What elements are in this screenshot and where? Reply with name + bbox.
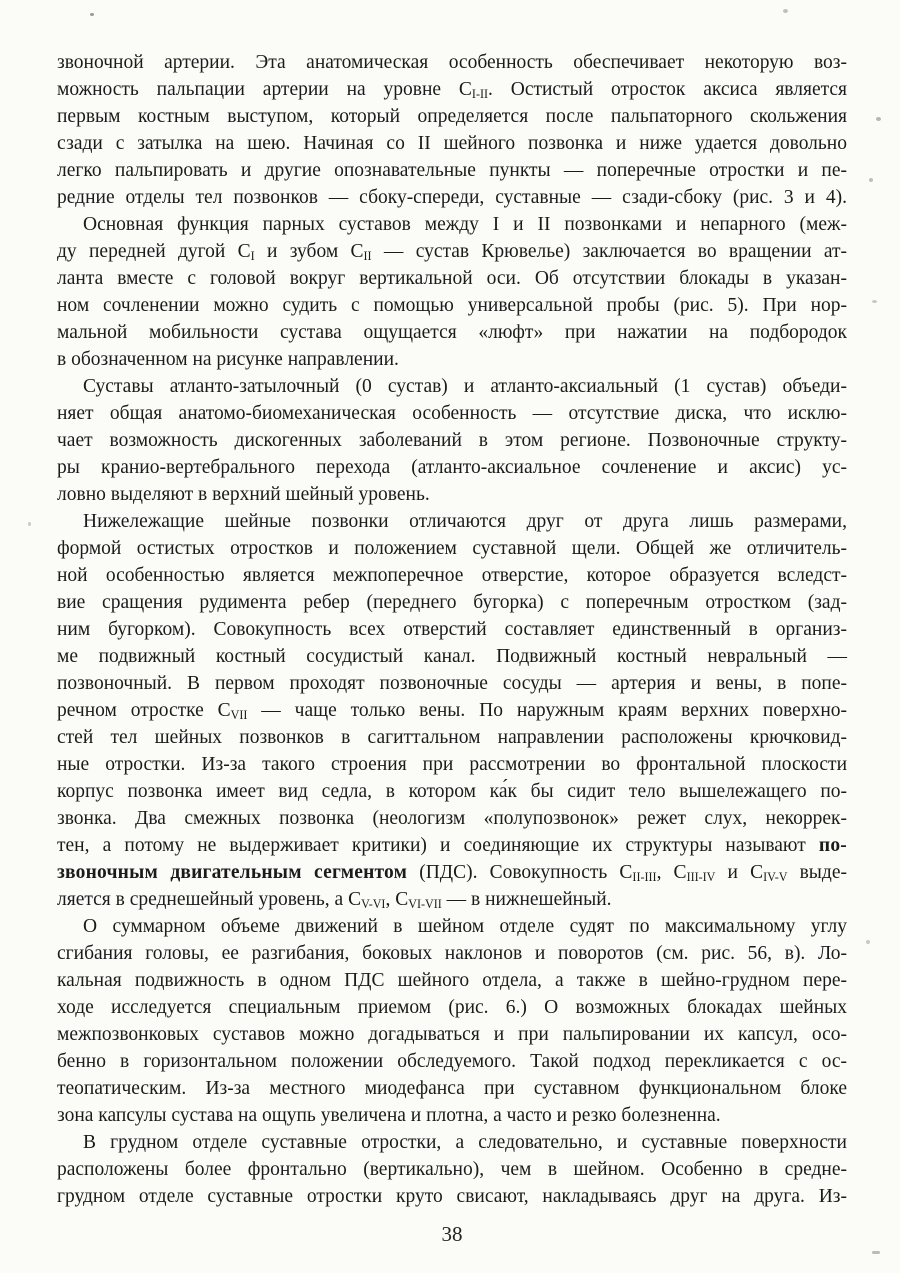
text-run: ним бугорком). Совокупность всех отверстий составляет единственный в организ- [57,619,847,640]
text-line [57,373,847,400]
paragraph [57,211,847,373]
text-run: ляется в среднешейный уровень, а C [57,889,362,910]
bold-term: звоночным двигательным сегментом [57,862,408,883]
text-line [57,1075,847,1102]
paragraph [57,373,847,508]
text-line [57,1183,847,1210]
text-line [57,940,847,967]
vertebra-subscript: III-IV [686,870,716,885]
text-line [57,805,847,832]
text-line [57,157,847,184]
text-run: Нижележащие шейные позвонки отличаются друг от друга лишь размерами, [83,511,847,532]
text-run: , C [656,862,687,883]
text-line [57,1048,847,1075]
text-line [57,616,847,643]
paragraph [57,508,847,913]
text-run: редние отделы тел позвонков — сбоку-спереди, суставные — сзади-сбоку (рис. 3 и 4). [57,187,847,208]
text-line [57,454,847,481]
text-run: и C [715,862,764,883]
page-number: 38 [441,1222,463,1246]
text-line [57,1129,847,1156]
text-line [57,535,847,562]
vertebra-subscript: V-VI [361,897,386,912]
text-run: можность пальпации артерии на уровне C [57,79,472,100]
text-run: мальной мобильности сустава ощущается «люфт» при нажатии на подбородок [57,322,847,343]
text-run: — в нижнешейный. [441,889,612,910]
text-run: легко пальпировать и другие опознавательные пункты — поперечные отростки и пе- [57,160,847,181]
text-run: теопатическим. Из-за местного миодефанса при суставном функциональном блоке [57,1078,847,1099]
text-line [57,292,847,319]
text-run: ном сочленении можно судить с помощью универсальной пробы (рис. 5). При нор- [57,295,847,316]
text-line [57,481,847,508]
paragraph [57,1129,847,1210]
scan-speck [28,522,31,526]
text-run: кальная подвижность в одном ПДС шейного отдела, а также в шейно-грудном пере- [57,970,847,991]
text-line [57,184,847,211]
text-line [57,967,847,994]
text-line [57,886,847,913]
text-line [57,265,847,292]
text-run: ры кранио-вертебрального перехода (атланто-аксиальное сочленение и аксис) ус- [57,457,847,478]
text-run: О суммарном объеме движений в шейном отделе судят по максимальному углу [83,916,847,937]
text-line [57,1102,847,1129]
text-run: позвоночный. В первом проходят позвоночные сосуды — артерия и вены, в попе- [57,673,847,694]
vertebra-subscript: II-III [632,870,657,885]
vertebra-subscript: VII [230,708,248,723]
text-line [57,832,847,859]
text-run: зона капсулы сустава на ощупь увеличена и плотна, а часто и резко болезненна. [57,1105,721,1126]
text-run: расположены более фронтально (вертикально), чем в шейном. Особенно в средне- [57,1159,847,1180]
vertebra-subscript: VI-VII [408,897,442,912]
scan-speck [872,300,877,303]
text-line [57,562,847,589]
text-run: в обозначенном на рисунке направлении. [57,349,399,370]
text-line [57,778,847,805]
text-line [57,76,847,103]
text-run: звоночной артерии. Эта анатомическая особенность обеспечивает некоторую воз- [57,52,847,73]
text-run: межпозвонковых суставов можно догадываться и при пальпировании их капсул, осо- [57,1024,847,1045]
paragraph [57,49,847,211]
vertebra-subscript: II [363,249,372,264]
text-run: сзади с затылка на шею. Начиная со II шейного позвонка и ниже удается довольно [57,133,847,154]
text-run: ме подвижный костный сосудистый канал. Подвижный костный невральный — [57,646,847,667]
text-run: . Остистый отросток аксиса является [488,79,847,100]
scan-speck [783,9,788,13]
text-run: ной особенностью является межпоперечное отверстие, которое образуется вследст- [57,565,847,586]
text-line [57,130,847,157]
text-line [57,697,847,724]
text-run: ные отростки. Из-за такого строения при рассмотрении во фронтальной плоскости [57,754,847,775]
text-run: (ПДС). Совокупность C [407,862,633,883]
text-line [57,589,847,616]
scan-speck [872,1251,880,1254]
text-run: выде- [787,862,847,883]
text-line [57,913,847,940]
text-line [57,1021,847,1048]
paragraph [57,913,847,1129]
text-run: стей тел шейных позвонков в сагиттальном направлении расположены крючковид- [57,727,847,748]
text-line [57,103,847,130]
text-line [57,211,847,238]
text-run: тен, а потому не выдерживает критики) и соединяющие их структуры называют [57,835,819,856]
text-run: ловно выделяют в верхний шейный уровень. [57,484,430,505]
scan-speck [90,13,94,16]
text-run: няет общая анатомо-биомеханическая особенность — отсутствие диска, что исклю- [57,403,847,424]
text-run: Суставы атланто-затылочный (0 сустав) и атланто-аксиальный (1 сустав) объеди- [83,376,847,397]
text-run: ду передней дугой C [57,241,251,262]
text-run: формой остистых отростков и положением суставной щели. Общей же отличитель- [57,538,847,559]
vertebra-subscript: I [250,249,255,264]
text-line [57,751,847,778]
scan-speck [869,178,873,182]
text-line [57,643,847,670]
text-line [57,49,847,76]
vertebra-subscript: I-II [471,87,489,102]
text-run: — сустав Крювелье) заключается во вращении ат- [371,241,847,262]
text-run: бенно в горизонтальном положении обследуемого. Такой подход перекликается с ос- [57,1051,847,1072]
text-line [57,724,847,751]
text-run: чает возможность дискогенных заболеваний в этом регионе. Позвоночные структу- [57,430,847,451]
text-run: первым костным выступом, который определяется после пальпаторного скольжения [57,106,847,127]
text-line [57,427,847,454]
bold-term: по- [818,835,847,856]
text-line [57,400,847,427]
text-run: корпус позвонка имеет вид седла, в котором ка́к бы сидит тело вышележащего по- [57,781,847,802]
text-run: — чаще только вены. По наружным краям верхних поверхно- [247,700,847,721]
text-run: речном отростке C [57,700,231,721]
scan-speck [866,940,870,944]
text-line [57,994,847,1021]
vertebra-subscript: IV-V [763,870,788,885]
text-line [57,346,847,373]
text-run: и зубом C [254,241,364,262]
text-line [57,859,847,886]
text-run: , C [385,889,409,910]
text-line [57,238,847,265]
page-text [57,49,847,1210]
text-run: звонка. Два смежных позвонка (неологизм «полупозвонок» режет слух, некоррек- [57,808,847,829]
text-line [57,508,847,535]
text-line [57,1156,847,1183]
text-run: В грудном отделе суставные отростки, а следовательно, и суставные поверхности [83,1132,847,1153]
text-run: Основная функция парных суставов между I и II позвонками и непарного (меж- [83,214,847,235]
text-line [57,670,847,697]
scan-speck [876,117,881,121]
text-run: сгибания головы, ее разгибания, боковых наклонов и поворотов (см. рис. 56, в). Ло- [57,943,847,964]
text-run: грудном отделе суставные отростки круто свисают, накладываясь друг на друга. Из- [57,1186,847,1207]
text-run: ходе исследуется специальным приемом (рис. 6.) О возможных блокадах шейных [57,997,847,1018]
text-line [57,319,847,346]
text-run: вие сращения рудимента ребер (переднего бугорка) с поперечным отростком (зад- [57,592,847,613]
text-run: ланта вместе с головой вокруг вертикальной оси. Об отсутствии блокады в указан- [57,268,847,289]
